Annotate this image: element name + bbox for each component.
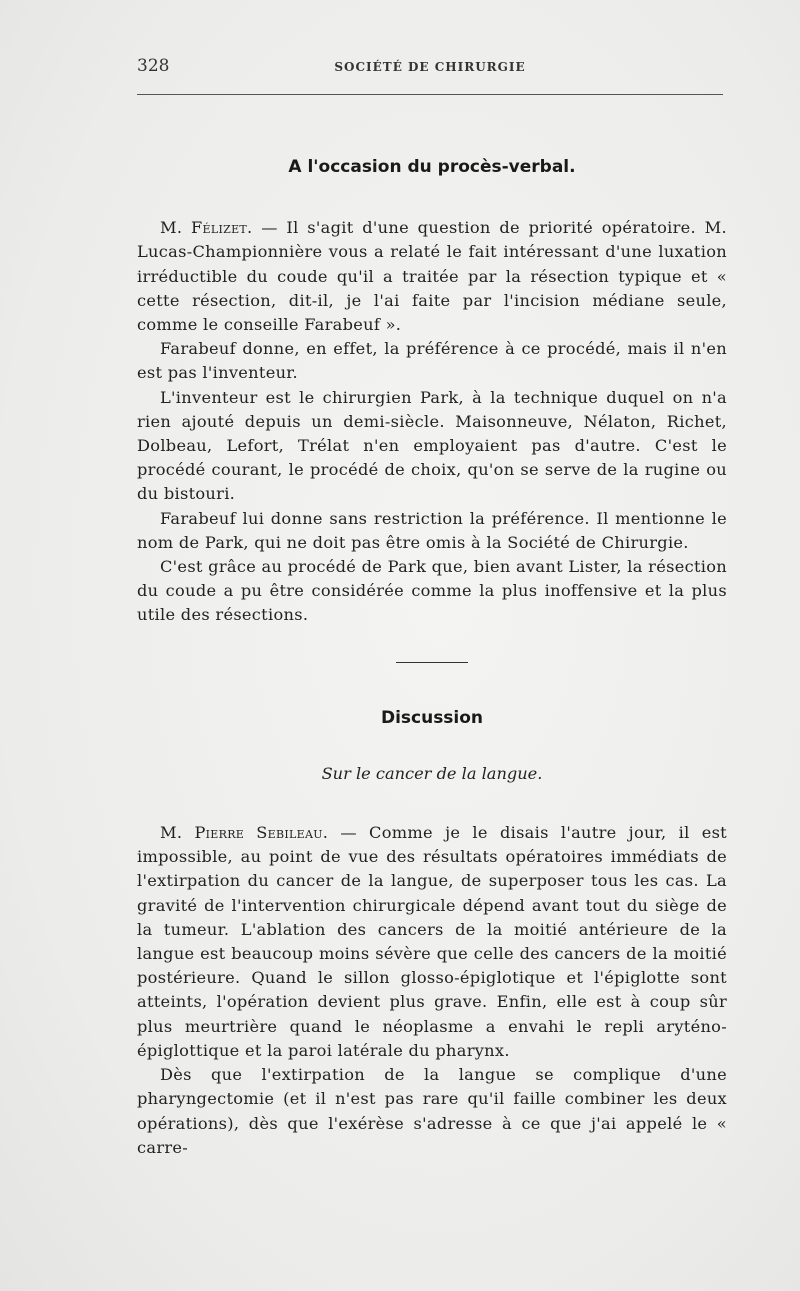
journal-title: SOCIÉTÉ DE CHIRURGIE bbox=[334, 60, 526, 74]
paragraph: Farabeuf lui donne sans restriction la préférence. Il mentionne le nom de Park, qui ne doit pas être omis à la Société de Chirurgie. bbox=[137, 508, 727, 552]
paragraph: Farabeuf donne, en effet, la préférence à ce procédé, mais il n'en est pas l'inventeur. bbox=[137, 339, 727, 383]
paragraph-sebileau bbox=[137, 821, 727, 1063]
paragraph: L'inventeur est le chirurgien Park, à la technique duquel on n'a rien ajouté depuis un demi-siècle. Maisonneuve, Nélaton, Richet, Dolbeau, Lefort, Trélat n'en employaient pas d'autre. C'est le procédé courant, le procédé de choix, qu'on se serve de la rugine ou du bistouri. bbox=[137, 387, 727, 504]
paragraph-text: — Il s'agit d'une question de priorité opératoire. M. Lucas-Championnière vous a relaté le fait intéressant d'une luxation irréductible du coude qu'il a traitée par la résection typique et « cette résection, dit-il, je l'ai faite par l'incision médiane seule, comme le conseille Farabeuf ». bbox=[137, 218, 727, 335]
section-title-discussion: Discussion bbox=[380, 707, 484, 728]
page-body bbox=[137, 155, 727, 1160]
section-title-proces-verbal: A l'occasion du procès-verbal. bbox=[288, 157, 576, 177]
running-head bbox=[137, 56, 723, 86]
section-subtitle: Sur le cancer de la langue. bbox=[321, 763, 543, 783]
header-rule bbox=[137, 94, 723, 95]
section-separator bbox=[396, 662, 468, 663]
paragraph-felizet bbox=[137, 216, 727, 337]
paragraph: C'est grâce au procédé de Park que, bien avant Lister, la résection du coude a pu être considérée comme la plus inoffensive et la plus utile des résections. bbox=[137, 557, 727, 625]
paragraph: Dès que l'extirpation de la langue se complique d'une pharyngectomie (et il n'est pas rare qu'il faille combiner les deux opérations), dès que l'exérèse s'adresse à ce que j'ai appelé le « carre- bbox=[137, 1065, 727, 1157]
speaker-name: M. Félizet. bbox=[160, 218, 253, 238]
speaker-name: M. Pierre Sebileau. bbox=[160, 823, 329, 843]
paragraph-text: — Comme je le disais l'autre jour, il est impossible, au point de vue des résultats opératoires immédiats de l'extirpation du cancer de la langue, de superposer tous les cas. La gravité de l'intervention chirurgicale dépend avant tout du siège de la tumeur. L'ablation des cancers de la moitié antérieure de la langue est beaucoup moins sévère que celle des cancers de la moitié postérieure. Quand le sillon glosso-épiglotique et l'épiglotte sont atteints, l'opération devient plus grave. Enfin, elle est à coup sûr plus meurtrière quand le néoplasme a envahi le repli aryténo-épiglottique et la paroi latérale du pharynx. bbox=[137, 823, 727, 1060]
page-number: 328 bbox=[137, 56, 170, 76]
